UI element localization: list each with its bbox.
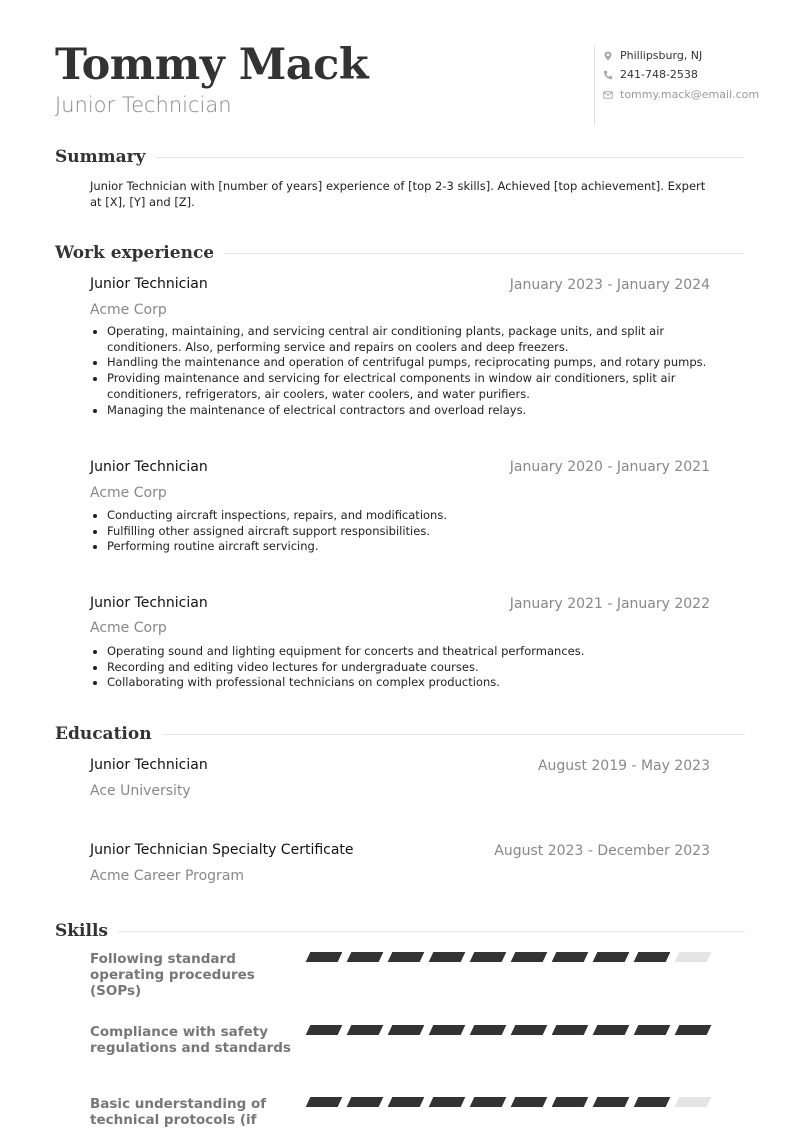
skill-segment-filled [511, 952, 548, 962]
location-pin-icon [603, 51, 613, 61]
education-school: Acme Career Program [90, 868, 245, 884]
skill-segment-filled [388, 1025, 425, 1035]
skill-segment-filled [634, 1097, 671, 1107]
skill-segment-filled [593, 1097, 630, 1107]
summary-text: Junior Technician with [number of years] experience of [top 2-3 skills]. Achieved [top achievement]. Expert at [X], [Y] and [Z]. [90, 179, 706, 209]
skill-level-bar [308, 1025, 718, 1035]
contact-email[interactable] [603, 88, 759, 101]
skill-segment-filled [388, 1097, 425, 1107]
section-title-work: Work experience [55, 243, 215, 263]
skill-segment-filled [470, 1097, 507, 1107]
job-bullets [90, 324, 732, 418]
section-rule [224, 253, 745, 254]
section-skills [55, 921, 745, 941]
skill-segment-filled [470, 952, 507, 962]
job-bullet: • Managing the maintenance of electrical contractors and overload relays. [107, 403, 732, 419]
phone-text: 241-748-2538 [620, 68, 698, 81]
section-rule [162, 734, 745, 735]
skill-level-bar [308, 1097, 718, 1107]
skill-segment-filled [347, 952, 384, 962]
job-dates: January 2021 - January 2022 [509, 596, 710, 612]
job-bullet: • Recording and editing video lectures for undergraduate courses. [107, 660, 732, 676]
job-title: Junior Technician [90, 595, 208, 611]
candidate-name: Tommy Mack [55, 40, 369, 90]
job-company: Acme Corp [90, 485, 167, 501]
section-title-skills: Skills [55, 921, 109, 941]
job-bullet: • Conducting aircraft inspections, repairs, and modifications. [107, 508, 732, 524]
contact-location [603, 49, 702, 62]
contact-phone [603, 68, 698, 81]
section-education [55, 724, 745, 744]
skill-segment-filled [347, 1097, 384, 1107]
job-title: Junior Technician [90, 459, 208, 475]
skill-segment-filled [552, 1097, 589, 1107]
skill-segment-filled [429, 1097, 466, 1107]
job-company: Acme Corp [90, 620, 167, 636]
skill-segment-filled [675, 1025, 712, 1035]
skill-segment-filled [347, 1025, 384, 1035]
job-title: Junior Technician [90, 276, 208, 292]
skill-segment-filled [511, 1025, 548, 1035]
section-title-summary: Summary [55, 147, 146, 167]
skill-name: Following standard operating procedures (SOPs) [90, 951, 255, 999]
skill-segment-empty [675, 952, 712, 962]
job-bullets [90, 508, 732, 555]
job-bullet: • Collaborating with professional technicians on complex productions. [107, 675, 732, 691]
skill-name: Compliance with safety regulations and standards [90, 1024, 291, 1056]
envelope-icon [603, 90, 613, 100]
skill-segment-filled [429, 952, 466, 962]
skill-segment-empty [675, 1097, 712, 1107]
job-bullet: • Fulfilling other assigned aircraft support responsibilities. [107, 524, 732, 540]
phone-icon [603, 70, 613, 80]
skill-segment-filled [593, 952, 630, 962]
job-bullet: • Performing routine aircraft servicing. [107, 539, 732, 555]
job-company: Acme Corp [90, 302, 167, 318]
contact-divider [594, 46, 595, 126]
education-degree: Junior Technician [90, 757, 208, 773]
skill-segment-filled [552, 1025, 589, 1035]
job-bullet: • Operating, maintaining, and servicing central air conditioning plants, package units, and split air conditioners. Also, performing service and repairs on coolers and deep freezers. [107, 324, 732, 355]
skill-segment-filled [306, 952, 343, 962]
section-work [55, 243, 745, 263]
skill-segment-filled [306, 1097, 343, 1107]
section-rule [118, 931, 745, 932]
skill-segment-filled [388, 952, 425, 962]
section-summary [55, 147, 745, 167]
job-dates: January 2023 - January 2024 [509, 277, 710, 293]
job-bullets [90, 644, 732, 691]
education-dates: August 2023 - December 2023 [494, 843, 710, 859]
skill-segment-filled [511, 1097, 548, 1107]
skill-segment-filled [429, 1025, 466, 1035]
skill-level-bar [308, 952, 718, 962]
skill-name: Basic understanding of technical protocols (if [90, 1096, 267, 1128]
skill-segment-filled [634, 952, 671, 962]
job-bullet: • Operating sound and lighting equipment for concerts and theatrical performances. [107, 644, 732, 660]
job-dates: January 2020 - January 2021 [509, 459, 710, 475]
location-text: Phillipsburg, NJ [620, 49, 703, 62]
education-degree: Junior Technician Specialty Certificate [90, 842, 354, 858]
job-bullet: • Providing maintenance and servicing for electrical components in window air conditioners, split air conditioners, refrigerators, air coolers, water coolers, and water purifiers. [107, 371, 732, 402]
email-link[interactable]: tommy.mack@email.com [620, 88, 760, 101]
section-title-education: Education [55, 724, 152, 744]
skill-segment-filled [470, 1025, 507, 1035]
skill-segment-filled [593, 1025, 630, 1035]
skill-segment-filled [634, 1025, 671, 1035]
candidate-title: Junior Technician [55, 93, 232, 117]
section-rule [155, 157, 745, 158]
skill-segment-filled [552, 952, 589, 962]
job-bullet: • Handling the maintenance and operation of centrifugal pumps, reciprocating pumps, and rotary pumps. [107, 355, 732, 371]
education-dates: August 2019 - May 2023 [537, 758, 710, 774]
education-school: Ace University [90, 783, 191, 799]
skill-segment-filled [306, 1025, 343, 1035]
